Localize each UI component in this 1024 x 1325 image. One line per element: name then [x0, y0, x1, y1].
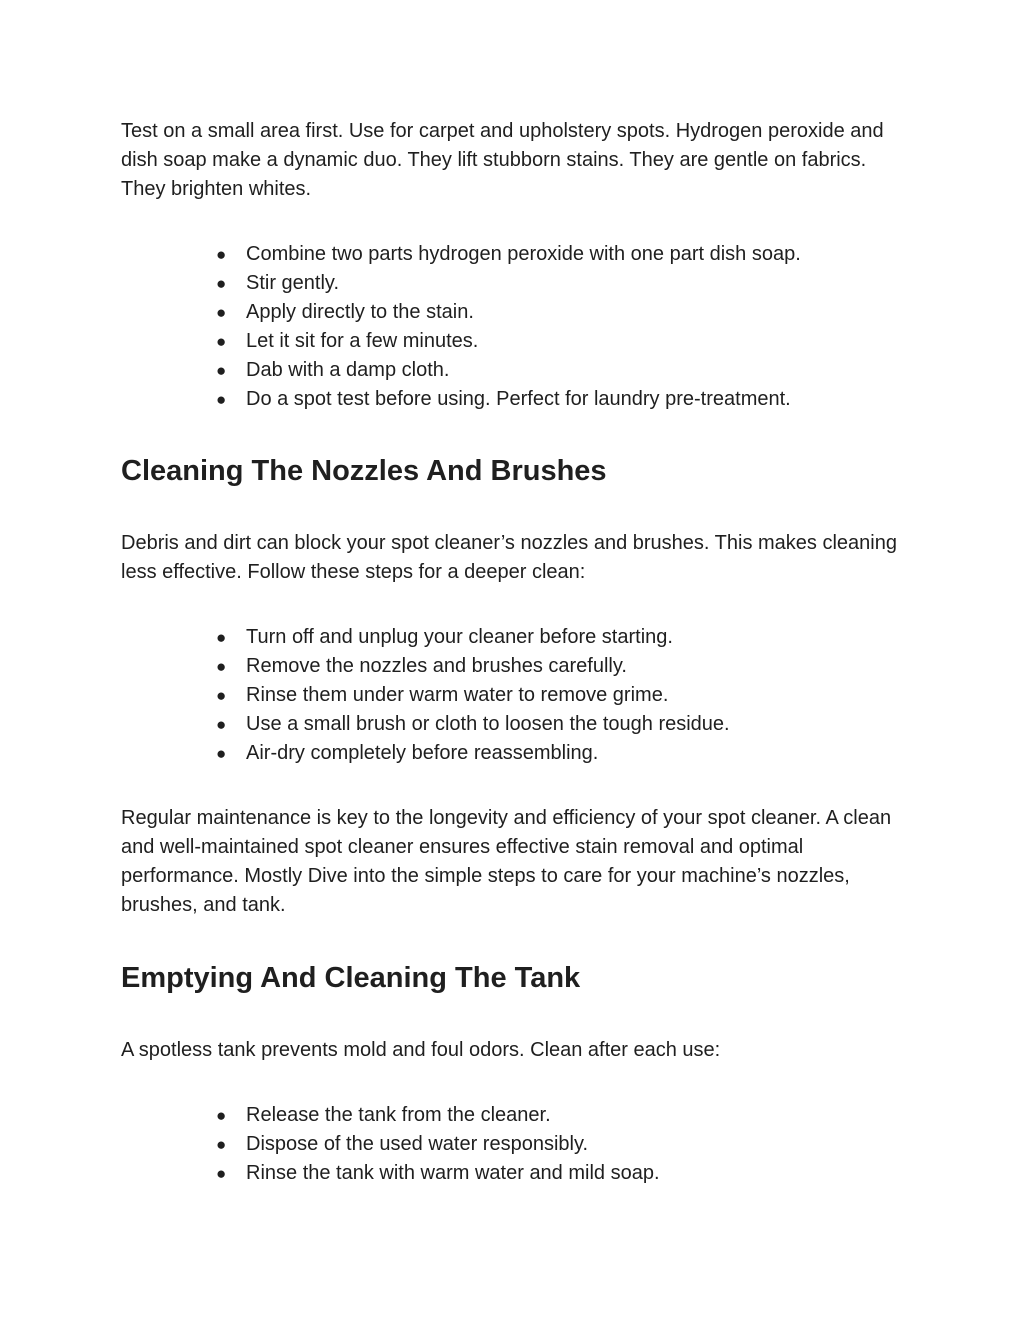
list-item: ● Air-dry completely before reassembling. — [216, 739, 911, 768]
list-item: ● Rinse the tank with warm water and mild soap. — [216, 1159, 911, 1188]
nozzles-steps-list — [121, 623, 911, 768]
bullet-icon: ● — [216, 715, 227, 734]
section-heading-nozzles: Cleaning The Nozzles And Brushes — [121, 455, 607, 487]
intro-paragraph: Test on a small area first. Use for carpet and upholstery spots. Hydrogen peroxide and dish soap make a dynamic duo. They lift stubborn stains. They are gentle on fabrics. They brighten whites. — [121, 120, 884, 200]
list-item: ● Dispose of the used water responsibly. — [216, 1130, 911, 1159]
bullet-icon: ● — [216, 1106, 227, 1125]
maintenance-paragraph: Regular maintenance is key to the longevity and efficiency of your spot cleaner. A clean and well-maintained spot cleaner ensures effective stain removal and optimal performance. Mostly Dive into the simple steps to care for your machine’s nozzles, brushes, and tank. — [121, 807, 892, 916]
bullet-icon: ● — [216, 332, 227, 351]
bullet-icon: ● — [216, 274, 227, 293]
peroxide-steps-list — [121, 240, 911, 414]
bullet-icon: ● — [216, 744, 227, 763]
nozzles-intro-paragraph: Debris and dirt can block your spot cleaner’s nozzles and brushes. This makes cleaning less effective. Follow these steps for a deeper clean: — [121, 532, 897, 583]
bullet-icon: ● — [216, 657, 227, 676]
list-item: ● Apply directly to the stain. — [216, 298, 911, 327]
bullet-icon: ● — [216, 686, 227, 705]
document-page — [121, 117, 911, 1188]
bullet-icon: ● — [216, 361, 227, 380]
list-item: ● Remove the nozzles and brushes carefully. — [216, 652, 911, 681]
tank-intro-paragraph: A spotless tank prevents mold and foul odors. Clean after each use: — [121, 1039, 721, 1061]
list-item: ● Let it sit for a few minutes. — [216, 327, 911, 356]
list-item: ● Do a spot test before using. Perfect for laundry pre-treatment. — [216, 385, 911, 414]
list-item: ● Combine two parts hydrogen peroxide with one part dish soap. — [216, 240, 911, 269]
bullet-icon: ● — [216, 628, 227, 647]
bullet-icon: ● — [216, 245, 227, 264]
bullet-icon: ● — [216, 303, 227, 322]
list-item: ● Use a small brush or cloth to loosen the tough residue. — [216, 710, 911, 739]
list-item: ● Rinse them under warm water to remove grime. — [216, 681, 911, 710]
tank-steps-list — [121, 1101, 911, 1188]
list-item: ● Stir gently. — [216, 269, 911, 298]
bullet-icon: ● — [216, 1135, 227, 1154]
bullet-icon: ● — [216, 1164, 227, 1183]
list-item: ● Dab with a damp cloth. — [216, 356, 911, 385]
list-item: ● Turn off and unplug your cleaner before starting. — [216, 623, 911, 652]
bullet-icon: ● — [216, 390, 227, 409]
list-item: ● Release the tank from the cleaner. — [216, 1101, 911, 1130]
section-heading-tank: Emptying And Cleaning The Tank — [121, 962, 581, 994]
